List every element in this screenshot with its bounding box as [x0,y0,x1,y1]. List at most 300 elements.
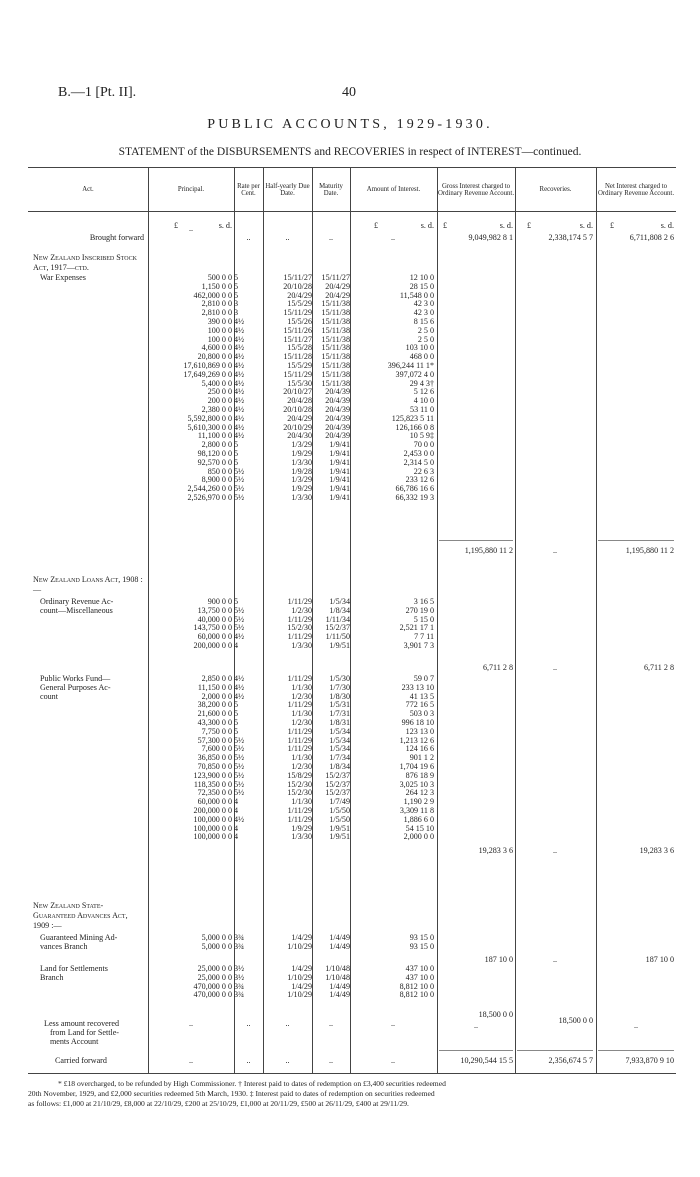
maturity-date-value: 1/8/34 [329,605,350,615]
due-date-value: 1/11/29 [287,597,312,606]
rate-value: 5 [234,449,239,458]
header-amount-of-interest: Amount of Interest. [366,186,421,194]
maturity-date-value: 15/11/27 [321,273,350,282]
principal-value: 2,800 0 0 [201,440,232,450]
interest-amount-value: 93 15 0 [409,933,434,942]
due-date-value: 15/8/29 [287,770,312,780]
rate-value: 4½ [234,682,245,692]
group-label: Ordinary Revenue Ac- [40,597,114,606]
principal-value: 57,300 0 0 [197,735,232,745]
due-date-value: 1/1/30 [291,709,312,719]
rate-value: 4 [234,806,239,815]
due-date-value: 1/10/29 [287,941,312,951]
principal-value: 470,000 0 0 [193,990,232,1000]
rate-value: 4½ [234,317,245,326]
interest-amount-value: 5 12 6 [413,387,434,397]
group-recoveries-total: .. [552,546,558,555]
rate-value: 5½ [234,605,245,615]
principal-value: 2,544,260 0 0 [187,484,232,494]
maturity-date-value: 1/9/41 [329,475,350,485]
rate-value: 4½ [234,413,245,423]
group-net-total: 187 10 0 [645,955,674,964]
due-date-value: 20/10/28 [283,281,312,291]
maturity-date-value: 1/5/34 [329,735,350,745]
due-date-value: 15/11/27 [283,273,312,282]
due-date-value: 1/3/30 [291,457,312,467]
group-recoveries-total: .. [552,955,558,964]
due-date-value: 1/10/29 [287,990,312,1000]
rate-value: 5½ [234,735,245,745]
maturity-date-value: 15/11/38 [321,352,350,362]
interest-amount-value: 270 19 0 [405,605,434,615]
principal-value: 11,100 0 0 [197,431,232,441]
principal-value: 20,800 0 0 [197,352,232,362]
principal-value: 60,000 0 0 [197,797,232,807]
due-date-value: 1/2/30 [291,762,312,771]
due-date-value: 1/3/29 [291,440,312,450]
group-gross-total: 1,195,880 11 2 [464,546,513,555]
maturity-date-value: 20/4/39 [325,413,350,423]
maturity-date-value: 15/2/37 [325,779,350,789]
interest-amount-value: 2,000 0 0 [403,832,434,842]
carried-forward-recoveries: 2,356,674 5 7 [548,1056,593,1065]
less-recovered-label: from Land for Settle- [50,1027,119,1037]
column-divider [596,167,597,1073]
placeholder-dots: .. [285,1056,290,1065]
group-net-total: 6,711 2 8 [643,663,674,672]
interest-amount-value: 66,332 19 3 [395,493,434,502]
header-due-date: Half-yearly Due Date. [265,182,310,197]
interest-amount-value: 93 15 0 [409,941,434,951]
maturity-date-value: 1/10/48 [325,964,350,973]
interest-amount-value: 8,812 10 0 [399,990,434,1000]
interest-amount-value: 28 15 0 [409,281,434,291]
principal-value: 13,750 0 0 [197,605,232,615]
principal-value: 900 0 0 [207,597,232,606]
rate-value: 4½ [234,334,245,344]
principal-value: 5,592,800 0 0 [187,413,232,423]
due-date-value: 15/2/30 [287,788,312,798]
rate-value: 4 [234,797,239,807]
maturity-date-value: 1/9/41 [329,457,350,467]
pound-unit: £ [610,221,615,230]
due-date-value: 1/11/29 [287,744,312,754]
rate-value: 4½ [234,691,245,701]
principal-value: 17,610,869 0 0 [183,361,232,370]
group-gross-total: 18,500 0 0 [478,1010,513,1019]
due-date-value: 15/5/29 [287,299,312,309]
group-label: Branch [40,972,64,982]
rate-value: 4½ [234,378,245,388]
maturity-date-value: 1/9/41 [329,449,350,458]
rate-value: 4½ [234,405,245,414]
maturity-date-value: 20/4/39 [325,431,350,441]
document-reference: B.—1 [Pt. II]. [58,85,137,100]
principal-value: 123,900 0 0 [193,770,232,780]
principal-value: 11,150 0 0 [197,682,232,692]
due-date-value: 1/1/30 [291,753,312,763]
rate-value: 4½ [234,431,245,441]
due-date-value: 1/3/30 [291,832,312,842]
placeholder-dots: .. [390,233,396,242]
maturity-date-value: 1/5/30 [329,674,350,683]
rate-value: 3½ [234,964,245,973]
principal-value: 2,850 0 0 [201,674,232,683]
principal-value: 4,600 0 0 [201,343,232,353]
rate-value: 5 [234,457,239,467]
principal-value: 25,000 0 0 [197,972,232,982]
interest-amount-value: 396,244 11 1* [387,361,434,370]
due-date-value: 20/4/30 [287,431,312,441]
maturity-date-value: 1/11/50 [325,632,350,642]
principal-value: 2,810 0 0 [201,308,232,318]
header-rate: Rate per Cent. [237,182,260,197]
placeholder-dots: .. [188,224,194,233]
interest-amount-value: 124 16 6 [405,744,434,754]
principal-value: 118,350 0 0 [193,779,232,789]
rate-value: 3¾ [234,933,245,942]
principal-value: 390 0 0 [207,317,232,326]
due-date-value: 1/3/29 [291,475,312,485]
interest-amount-value: 10 5 9‡ [409,431,434,441]
interest-amount-value: 29 4 3† [409,378,434,388]
maturity-date-value: 15/11/38 [321,334,350,344]
placeholder-dots: .. [246,1056,251,1065]
interest-amount-value: 41 13 5 [409,691,434,701]
header-bottom-rule [28,211,676,212]
placeholder-dots: .. [328,233,334,242]
due-date-value: 1/11/29 [287,806,312,815]
interest-amount-value: 468 0 0 [409,352,434,362]
group-gross-total: 19,283 3 6 [478,846,513,855]
maturity-date-value: 15/11/38 [321,343,350,353]
principal-value: 2,810 0 0 [201,299,232,309]
brought-forward-recoveries: 2,338,174 5 7 [548,233,593,242]
maturity-date-value: 1/4/49 [329,941,350,951]
due-date-value: 1/4/29 [291,964,312,973]
maturity-date-value: 1/4/49 [329,990,350,1000]
due-date-value: 15/11/29 [283,369,312,379]
maturity-date-value: 15/11/38 [321,325,350,335]
rate-value: 5½ [234,762,245,771]
due-date-value: 1/11/29 [287,726,312,736]
interest-amount-value: 12 10 0 [409,273,434,282]
interest-amount-value: 42 3 0 [413,308,434,318]
rate-value: 3½ [234,972,245,982]
due-date-value: 1/2/30 [291,718,312,727]
rate-value: 5½ [234,623,245,633]
rate-value: 4½ [234,369,245,379]
group-recoveries-total: .. [552,663,558,672]
principal-value: 500 0 0 [207,273,232,282]
rate-value: 5½ [234,614,245,624]
rate-value: 5 [234,440,239,450]
principal-value: 2,380 0 0 [201,405,232,414]
rate-value: 5½ [234,788,245,798]
rate-value: 5½ [234,475,245,485]
table-bottom-rule [28,1073,676,1074]
maturity-date-value: 1/8/31 [329,718,350,727]
pound-unit: £ [174,221,179,230]
group-net-total: 1,195,880 11 2 [625,546,674,555]
maturity-date-value: 20/4/39 [325,405,350,414]
interest-amount-value: 4 10 0 [413,396,434,406]
due-date-value: 20/4/29 [287,413,312,423]
header-maturity-date: Maturity Date. [319,182,343,197]
group-label: count—Miscellaneous [40,605,113,615]
due-date-value: 20/4/28 [287,396,312,406]
due-date-value: 15/5/29 [287,361,312,370]
principal-value: 38,200 0 0 [197,700,232,710]
principal-value: 5,400 0 0 [201,378,232,388]
rate-value: 5 [234,700,239,710]
due-date-value: 1/9/29 [291,484,312,494]
interest-amount-value: 123 13 0 [405,726,434,736]
rate-value: 4½ [234,361,245,370]
interest-amount-value: 233 12 6 [405,475,434,485]
placeholder-dots: .. [390,1056,396,1065]
pound-unit: £ [527,221,532,230]
maturity-date-value: 1/5/34 [329,597,350,606]
pound-unit: £ [374,221,379,230]
principal-value: 5,610,300 0 0 [187,422,232,432]
principal-value: 21,600 0 0 [197,709,232,719]
rate-value: 5½ [234,493,245,502]
maturity-date-value: 20/4/39 [325,422,350,432]
principal-value: 100,000 0 0 [193,823,232,833]
principal-value: 100 0 0 [207,334,232,344]
page-title: PUBLIC ACCOUNTS, 1929-1930. [207,117,493,132]
due-date-value: 15/5/28 [287,343,312,353]
due-date-value: 15/2/30 [287,623,312,633]
interest-amount-value: 1,190 2 9 [403,797,434,807]
principal-value: 70,850 0 0 [197,762,232,771]
due-date-value: 1/11/29 [287,814,312,824]
page-number: 40 [342,85,356,100]
maturity-date-value: 20/4/39 [325,396,350,406]
maturity-date-value: 1/11/34 [325,614,350,624]
maturity-date-value: 15/11/38 [321,317,350,326]
principal-value: 43,300 0 0 [197,718,232,727]
due-date-value: 1/9/28 [291,466,312,476]
maturity-date-value: 15/11/38 [321,299,350,309]
rate-value: 4 [234,641,239,650]
rate-value: 3 [234,308,239,318]
group-net-total: 19,283 3 6 [639,846,674,855]
due-date-value: 1/4/29 [291,933,312,942]
due-date-value: 20/10/28 [283,405,312,414]
section-title: New Zealand State-Guaranteed Advances Act, 1909 :— [33,901,128,930]
carried-forward-label: Carried forward [55,1056,107,1065]
total-rule [439,540,513,541]
rate-value: 5 [234,281,239,291]
table-top-rule [28,167,676,168]
rate-value: 5 [234,597,239,606]
interest-amount-value: 437 10 0 [405,964,434,973]
interest-amount-value: 126,166 0 8 [395,422,434,432]
due-date-value: 15/11/26 [283,325,312,335]
placeholder-dots: .. [285,1019,290,1028]
principal-value: 462,000 0 0 [193,290,232,300]
maturity-date-value: 20/4/29 [325,290,350,300]
maturity-date-value: 15/11/38 [321,378,350,388]
placeholder-dots: .. [390,1019,396,1028]
principal-value: 143,750 0 0 [193,623,232,633]
due-date-value: 1/1/30 [291,797,312,807]
principal-value: 200,000 0 0 [193,806,232,815]
group-gross-total: 187 10 0 [484,955,513,964]
rate-value: 4 [234,832,239,842]
principal-value: 7,600 0 0 [201,744,232,754]
interest-amount-value: 54 15 10 [405,823,434,833]
maturity-date-value: 1/5/50 [329,814,350,824]
less-recovered-recoveries: 18,500 0 0 [558,1016,593,1025]
interest-amount-value: 876 18 9 [405,770,434,780]
principal-value: 5,000 0 0 [201,933,232,942]
group-label: General Purposes Ac- [40,682,111,692]
section-title: New Zealand Loans Act, 1908 :— [33,575,143,594]
rate-value: 4½ [234,352,245,362]
total-rule [598,540,674,541]
shillings-pence-unit: s. d. [420,221,434,230]
header-net-interest: Net Interest charged to Ordinary Revenue Account. [597,182,675,197]
rate-value: 5 [234,290,239,300]
maturity-date-value: 1/5/31 [329,700,350,710]
maturity-date-value: 15/11/38 [321,308,350,318]
principal-value: 2,000 0 0 [201,691,232,701]
due-date-value: 1/1/30 [291,682,312,692]
principal-value: 1,150 0 0 [201,281,232,291]
shillings-pence-unit: s. d. [499,221,513,230]
maturity-date-value: 1/9/41 [329,440,350,450]
due-date-value: 1/2/30 [291,605,312,615]
maturity-date-value: 15/11/38 [321,361,350,370]
maturity-date-value: 1/5/50 [329,806,350,815]
interest-amount-value: 2,521 17 1 [399,623,434,633]
interest-amount-value: 22 6 3 [413,466,434,476]
group-label: vances Branch [40,941,88,951]
maturity-date-value: 1/4/49 [329,933,350,942]
less-recovered-label: ments Account [50,1036,99,1046]
rate-value: 3¾ [234,990,245,1000]
maturity-date-value: 1/7/30 [329,682,350,692]
group-recoveries-total: .. [552,846,558,855]
shillings-pence-unit: s. d. [660,221,674,230]
placeholder-dots: .. [188,1019,194,1028]
shillings-pence-unit: s. d. [218,221,232,230]
interest-amount-value: 3 16 5 [413,597,434,606]
section-title: New Zealand Inscribed Stock Act, 1917—ctd. [33,253,137,272]
maturity-date-value: 1/8/34 [329,762,350,771]
total-rule [598,1050,674,1051]
group-label: Public Works Fund— [40,674,111,683]
rate-value: 5½ [234,466,245,476]
due-date-value: 1/11/29 [287,674,312,683]
maturity-date-value: 1/9/41 [329,493,350,502]
principal-value: 850 0 0 [207,466,232,476]
maturity-date-value: 1/7/31 [329,709,350,719]
due-date-value: 15/11/28 [283,352,312,362]
header-act: Act. [82,186,94,194]
brought-forward-gross: 9,049,982 8 1 [468,233,513,242]
principal-value: 40,000 0 0 [197,614,232,624]
interest-amount-value: 1,213 12 6 [399,735,434,745]
due-date-value: 15/11/27 [283,334,312,344]
maturity-date-value: 1/9/41 [329,484,350,494]
rate-value: 4½ [234,387,245,397]
principal-value: 98,120 0 0 [197,449,232,458]
due-date-value: 15/2/30 [287,779,312,789]
principal-value: 100 0 0 [207,325,232,335]
due-date-value: 1/11/29 [287,632,312,642]
due-date-value: 20/10/29 [283,422,312,432]
maturity-date-value: 1/9/41 [329,466,350,476]
interest-amount-value: 233 13 10 [401,682,434,692]
principal-value: 2,526,970 0 0 [187,493,232,502]
principal-value: 250 0 0 [207,387,232,397]
maturity-date-value: 15/2/37 [325,788,350,798]
placeholder-dots: .. [246,233,251,242]
interest-amount-value: 3,025 10 3 [399,779,434,789]
maturity-date-value: 1/7/49 [329,797,350,807]
due-date-value: 15/5/26 [287,317,312,326]
due-date-value: 1/2/30 [291,691,312,701]
rate-value: 3 [234,299,239,309]
interest-amount-value: 3,309 11 8 [399,806,434,815]
rate-value: 4½ [234,632,245,642]
due-date-value: 15/5/30 [287,378,312,388]
principal-value: 60,000 0 0 [197,632,232,642]
rate-value: 4½ [234,396,245,406]
total-rule [439,1050,513,1051]
due-date-value: 15/11/29 [283,308,312,318]
principal-value: 17,649,269 0 0 [183,369,232,379]
interest-amount-value: 397,072 4 0 [395,369,434,379]
interest-amount-value: 8,812 10 0 [399,981,434,991]
interest-amount-value: 901 1 2 [409,753,434,763]
interest-amount-value: 2 5 0 [417,334,434,344]
due-date-value: 1/11/29 [287,700,312,710]
due-date-value: 1/3/30 [291,641,312,650]
interest-amount-value: 53 11 0 [410,405,434,414]
carried-forward-gross: 10,290,544 15 5 [460,1056,513,1065]
principal-value: 7,750 0 0 [201,726,232,736]
group-label: count [40,691,58,701]
due-date-value: 1/4/29 [291,981,312,991]
group-gross-total: 6,711 2 8 [482,663,513,672]
group-label: War Expenses [40,273,86,282]
rate-value: 4½ [234,814,245,824]
column-divider [515,167,516,1073]
maturity-date-value: 1/9/51 [329,823,350,833]
statement-subtitle: STATEMENT of the DISBURSEMENTS and RECOVERIES in respect of INTEREST—continued. [118,146,582,158]
group-net-total [598,1010,674,1019]
brought-forward-label: Brought forward [89,233,144,242]
carried-forward-net: 7,933,870 9 10 [625,1056,674,1065]
maturity-date-value: 1/8/30 [329,691,350,701]
rate-value: 5 [234,709,239,719]
interest-amount-value: 5 15 0 [413,614,434,624]
rate-value: 4½ [234,343,245,353]
less-recovered-label: Less amount recovered [44,1019,120,1028]
interest-amount-value: 2,314 5 0 [403,457,434,467]
due-date-value: 1/9/29 [291,823,312,833]
placeholder-dots: .. [328,1056,334,1065]
due-date-value: 20/4/29 [287,290,312,300]
due-date-value: 1/9/29 [291,449,312,458]
rate-value: 5 [234,718,239,727]
rate-value: 5 [234,726,239,736]
